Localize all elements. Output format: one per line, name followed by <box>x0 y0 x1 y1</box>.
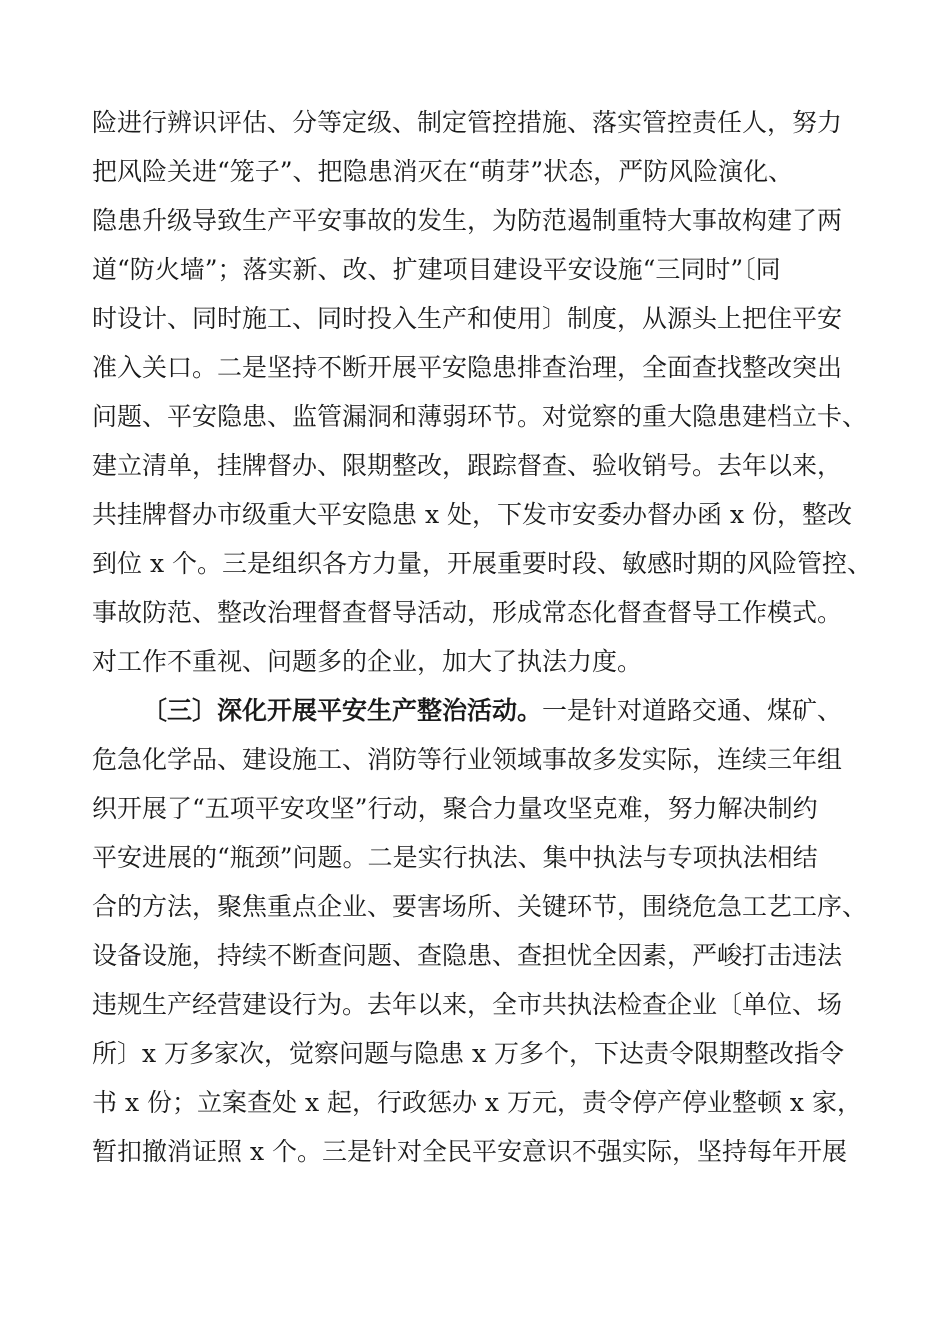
section-3-line: 平安进展的“瓶颈”问题。二是实行执法、集中执法与专项执法相结 <box>92 843 818 872</box>
section-3-line: 暂扣撤消证照 x 个。三是针对全民平安意识不强实际，坚持每年开展 <box>92 1137 847 1166</box>
body-line: 到位 x 个。三是组织各方力量，开展重要时段、敏感时期的风险管控、 <box>92 549 872 578</box>
body-line: 事故防范、整改治理督查督导活动，形成常态化督查督导工作模式。 <box>92 598 843 627</box>
section-3-line: 危急化学品、建设施工、消防等行业领域事故多发实际，连续三年组 <box>92 745 843 774</box>
body-line: 对工作不重视、问题多的企业，加大了执法力度。 <box>92 647 643 676</box>
document-body <box>92 98 882 1176</box>
body-line: 把风险关进“笼子”、把隐患消灭在“萌芽”状态，严防风险演化、 <box>92 157 794 186</box>
section-3-line: 合的方法，聚焦重点企业、要害场所、关键环节，围绕危急工艺工序、 <box>92 892 868 921</box>
body-line: 时设计、同时施工、同时投入生产和使用〕制度，从源头上把住平安 <box>92 304 843 333</box>
body-line: 道“防火墙”；落实新、改、扩建项目建设平安设施“三同时”〔同 <box>92 255 781 284</box>
section-3-first-line <box>92 686 882 735</box>
section-3-line: 书 x 份；立案查处 x 起，行政惩办 x 万元，责令停产停业整顿 x 家， <box>92 1088 862 1117</box>
body-line: 问题、平安隐患、监管漏洞和薄弱环节。对觉察的重大隐患建档立卡、 <box>92 402 868 431</box>
body-line: 准入关口。二是坚持不断开展平安隐患排查治理，全面查找整改突出 <box>92 353 843 382</box>
body-line: 建立清单，挂牌督办、限期整改，跟踪督查、验收销号。去年以来， <box>92 451 843 480</box>
body-line: 险进行辨识评估、分等定级、制定管控措施、落实管控责任人，努力 <box>92 108 843 137</box>
section-3-heading: 〔三〕深化开展平安生产整治活动。 <box>142 696 543 725</box>
section-3-line: 所〕x 万多家次，觉察问题与隐患 x 万多个，下达责令限期整改指令 <box>92 1039 845 1068</box>
section-3-line: 设备设施，持续不断查问题、查隐患、查担忧全因素，严峻打击违法 <box>92 941 843 970</box>
body-line: 共挂牌督办市级重大平安隐患 x 处，下发市安委办督办函 x 份，整改 <box>92 500 852 529</box>
section-3-line: 违规生产经营建设行为。去年以来，全市共执法检查企业〔单位、场 <box>92 990 843 1019</box>
section-3-line: 织开展了“五项平安攻坚”行动，聚合力量攻坚克难，努力解决制约 <box>92 794 818 823</box>
body-line: 隐患升级导致生产平安事故的发生，为防范遏制重特大事故构建了两 <box>92 206 843 235</box>
section-3-first-line-text: 一是针对道路交通、煤矿、 <box>542 696 843 725</box>
